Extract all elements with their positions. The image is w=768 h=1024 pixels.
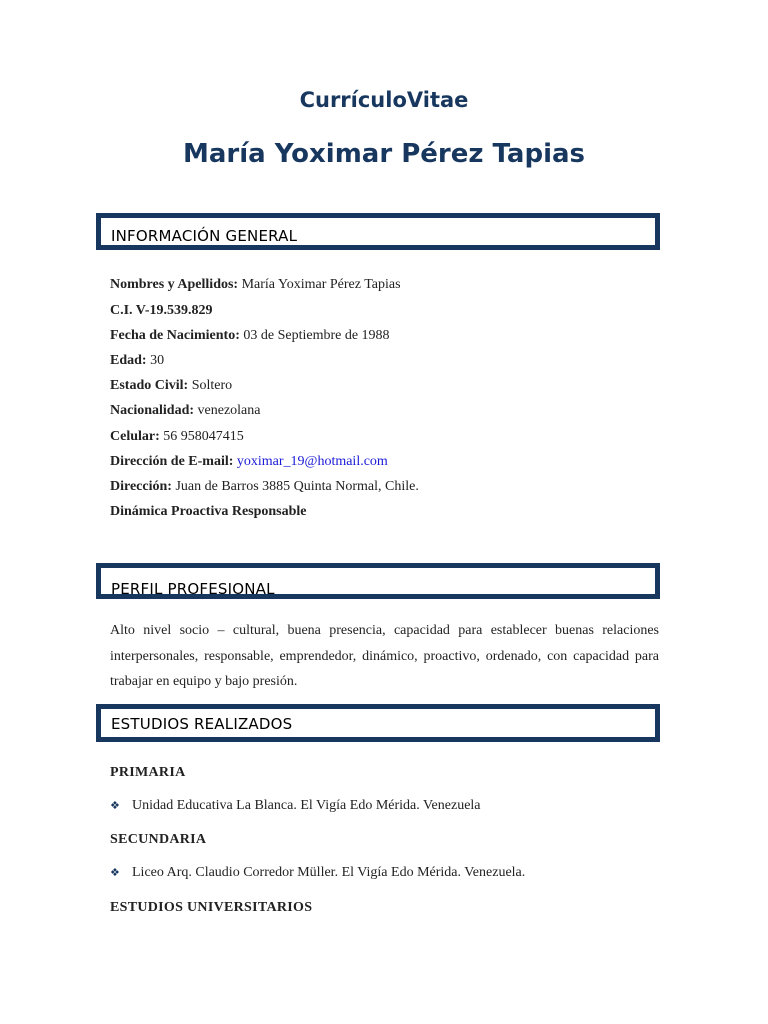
info-direccion [110, 479, 419, 495]
info-label: Estado Civil: [110, 378, 189, 393]
section-perfil-title: PERFIL PROFESIONAL [111, 580, 275, 598]
section-general-header [96, 213, 660, 250]
universitarios-heading: ESTUDIOS UNIVERSITARIOS [110, 900, 313, 915]
primaria-text: Unidad Educativa La Blanca. El Vigía Edo Mérida. Venezuela [132, 798, 481, 813]
info-celular [110, 429, 244, 445]
email-link[interactable]: yoximar_19@hotmail.com [236, 454, 388, 469]
info-value: María Yoximar Pérez Tapias [241, 277, 401, 292]
perfil-paragraph: Alto nivel socio – cultural, buena presencia, capacidad para establecer buenas relaciones interpersonales, responsable, emprendedor, dinámico, proactivo, ordenado, con capacidad para trabajar en equipo y bajo presión. [110, 623, 659, 689]
info-label: Nacionalidad: [110, 403, 195, 418]
secundaria-item [110, 865, 525, 881]
info-label: Nombres y Apellidos: [110, 277, 239, 292]
info-label: Dirección de E-mail: [110, 454, 234, 469]
info-value: Juan de Barros 3885 Quinta Normal, Chile. [175, 479, 419, 494]
info-label: Celular: [110, 429, 160, 444]
section-general-title: INFORMACIÓN GENERAL [111, 227, 298, 245]
info-ci [110, 303, 213, 319]
info-nacionalidad [110, 403, 260, 419]
info-label: Dirección: [110, 479, 172, 494]
section-estudios-title: ESTUDIOS REALIZADOS [111, 715, 293, 733]
info-cualidades [110, 504, 307, 520]
info-value: 03 de Septiembre de 1988 [243, 328, 390, 343]
info-estado-civil [110, 378, 232, 394]
section-perfil-header [96, 563, 660, 599]
primaria-heading: PRIMARIA [110, 765, 186, 780]
person-name: María Yoximar Pérez Tapias [182, 139, 586, 169]
info-label: C.I. V-19.539.829 [110, 303, 213, 318]
info-value: 56 958047415 [163, 429, 244, 444]
info-value: 30 [150, 353, 165, 368]
info-label: Dinámica Proactiva Responsable [110, 504, 307, 519]
info-nombres [110, 277, 401, 293]
info-edad [110, 353, 164, 369]
diamond-bullet-icon: ❖ [110, 866, 120, 879]
info-label: Fecha de Nacimiento: [110, 328, 240, 343]
info-value: Soltero [191, 378, 233, 393]
info-label: Edad: [110, 353, 147, 368]
info-value: venezolana [197, 403, 261, 418]
diamond-bullet-icon: ❖ [110, 799, 120, 812]
document-title: CurrículoVitae [299, 88, 469, 112]
info-email [110, 454, 388, 470]
secundaria-text: Liceo Arq. Claudio Corredor Müller. El Vigía Edo Mérida. Venezuela. [132, 865, 526, 880]
primaria-item [110, 798, 481, 814]
info-fecha-nacimiento [110, 328, 390, 344]
secundaria-heading: SECUNDARIA [110, 832, 207, 847]
section-estudios-header [96, 704, 660, 742]
